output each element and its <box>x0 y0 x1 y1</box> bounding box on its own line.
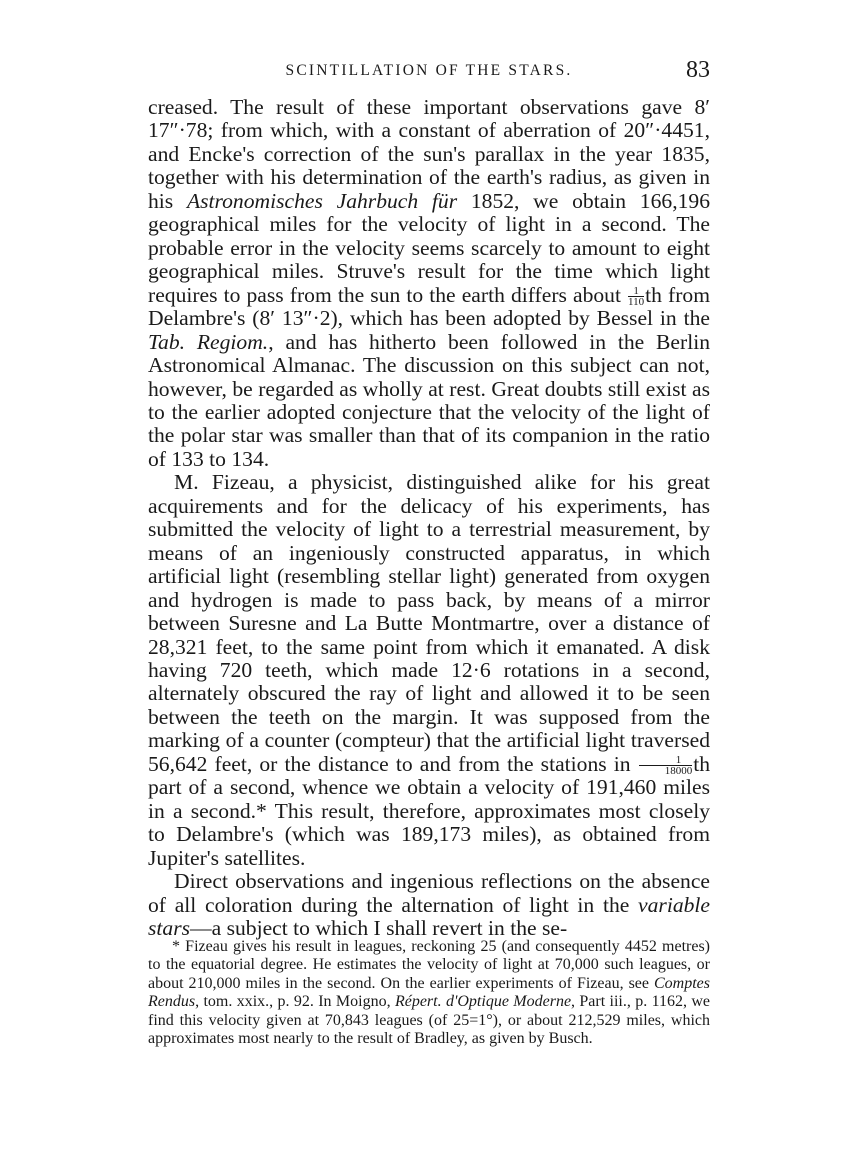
text-run: , Part iii., p. 1162, we find this velocity given at 70,843 leagues (of 25=1°), or about 212,529 miles, which approximates most nearly to the result of Bradley, as given by Busch. <box>148 993 711 1048</box>
text-run: M. Fizeau, a physicist, distinguished alike for his great acquirements and for the delicacy of his experiments, has submitted the velocity of light to a terrestrial measurement, by means of an ingeniously constructed apparatus, in which artificial light (resembling stellar light) generated from oxygen and hydrogen is made to pass back, by means of a mirror between Suresne and La Butte Montmartre, over a distance of 28,321 feet, to the same point from which it emanated. A disk having 720 teeth, which made 12·6 rotations in a second, alternately obscured the ray of light and allowed it to be seen between the teeth on the margin. It was supposed from the marking of a counter (compteur) that the artificial light traversed 56,642 feet, or the distance to and from the stations in <box>148 470 710 776</box>
text-run: —a subject to which I shall revert in the se- <box>190 916 568 941</box>
text-run: , and has hitherto been followed in the Berlin Astronomical Almanac. The discussion on this subject can not, however, be regarded as wholly at rest. Great doubts still exist as to the earlier adopted conjecture that the velocity of the light of the polar star was smaller than that of its companion in the ratio of 133 to 134. <box>148 329 711 471</box>
fraction-numerator: 1 <box>628 286 644 297</box>
running-title: SCINTILLATION OF THE STARS. <box>285 62 573 79</box>
text-run: creased. The result of these important observations gave 8′ 17″·78; from which, with a constant of aberration of 20″·4451, and Encke's correction of the sun's parallax in the year 1835, together with his determination of the earth's radius, as given in his <box>148 95 710 213</box>
fraction <box>628 286 644 307</box>
text-run: , tom. xxix., p. 92. In Moigno, <box>195 993 395 1011</box>
text-run: th part of a second, whence we obtain a velocity of 191,460 miles in a second.* This result, therefore, approximates most closely to Delambre's (which was 189,173 miles), as obtained from Jupiter's satellites. <box>148 751 710 870</box>
footnote-paragraph <box>148 938 710 1048</box>
fraction <box>639 755 693 776</box>
italic-title: Astronomisches Jahrbuch für <box>186 188 458 213</box>
text-run: 1852, we obtain 166,196 geographical miles for the velocity of light in a second. The probable error in the velocity seems scarcely to amount to eight geographical miles. Struve's result for the time which light requires to pass from the sun to the earth differs about <box>148 188 710 307</box>
italic-title: Comptes Rendus <box>148 974 710 1011</box>
fraction-numerator: 1 <box>639 755 693 766</box>
footnote <box>148 938 710 1048</box>
italic-title: Tab. Regiom. <box>148 329 269 354</box>
italic-term: variable stars <box>148 892 710 941</box>
italic-title: Répert. d'Optique Moderne <box>394 993 572 1011</box>
text-run: Direct observations and ingenious reflections on the absence of all coloration during the alternation of light in the <box>148 869 710 917</box>
paragraph <box>148 96 710 471</box>
page-header <box>148 57 710 88</box>
fraction-denominator: 18000 <box>664 765 693 778</box>
body-text <box>148 96 710 941</box>
paragraph <box>148 870 710 940</box>
page-number: 83 <box>686 57 710 83</box>
fraction-denominator: 110 <box>628 296 645 309</box>
text-run: * Fizeau gives his result in leagues, reckoning 25 (and consequently 4452 metres) to the equatorial degree. He estimates the velocity of light at 70,000 such leagues, or about 210,000 miles in the second. On the earlier experiments of Fizeau, see <box>148 938 710 992</box>
text-run: th from Delambre's (8′ 13″·2), which has been adopted by Bessel in the <box>148 282 710 331</box>
paragraph <box>148 471 710 870</box>
